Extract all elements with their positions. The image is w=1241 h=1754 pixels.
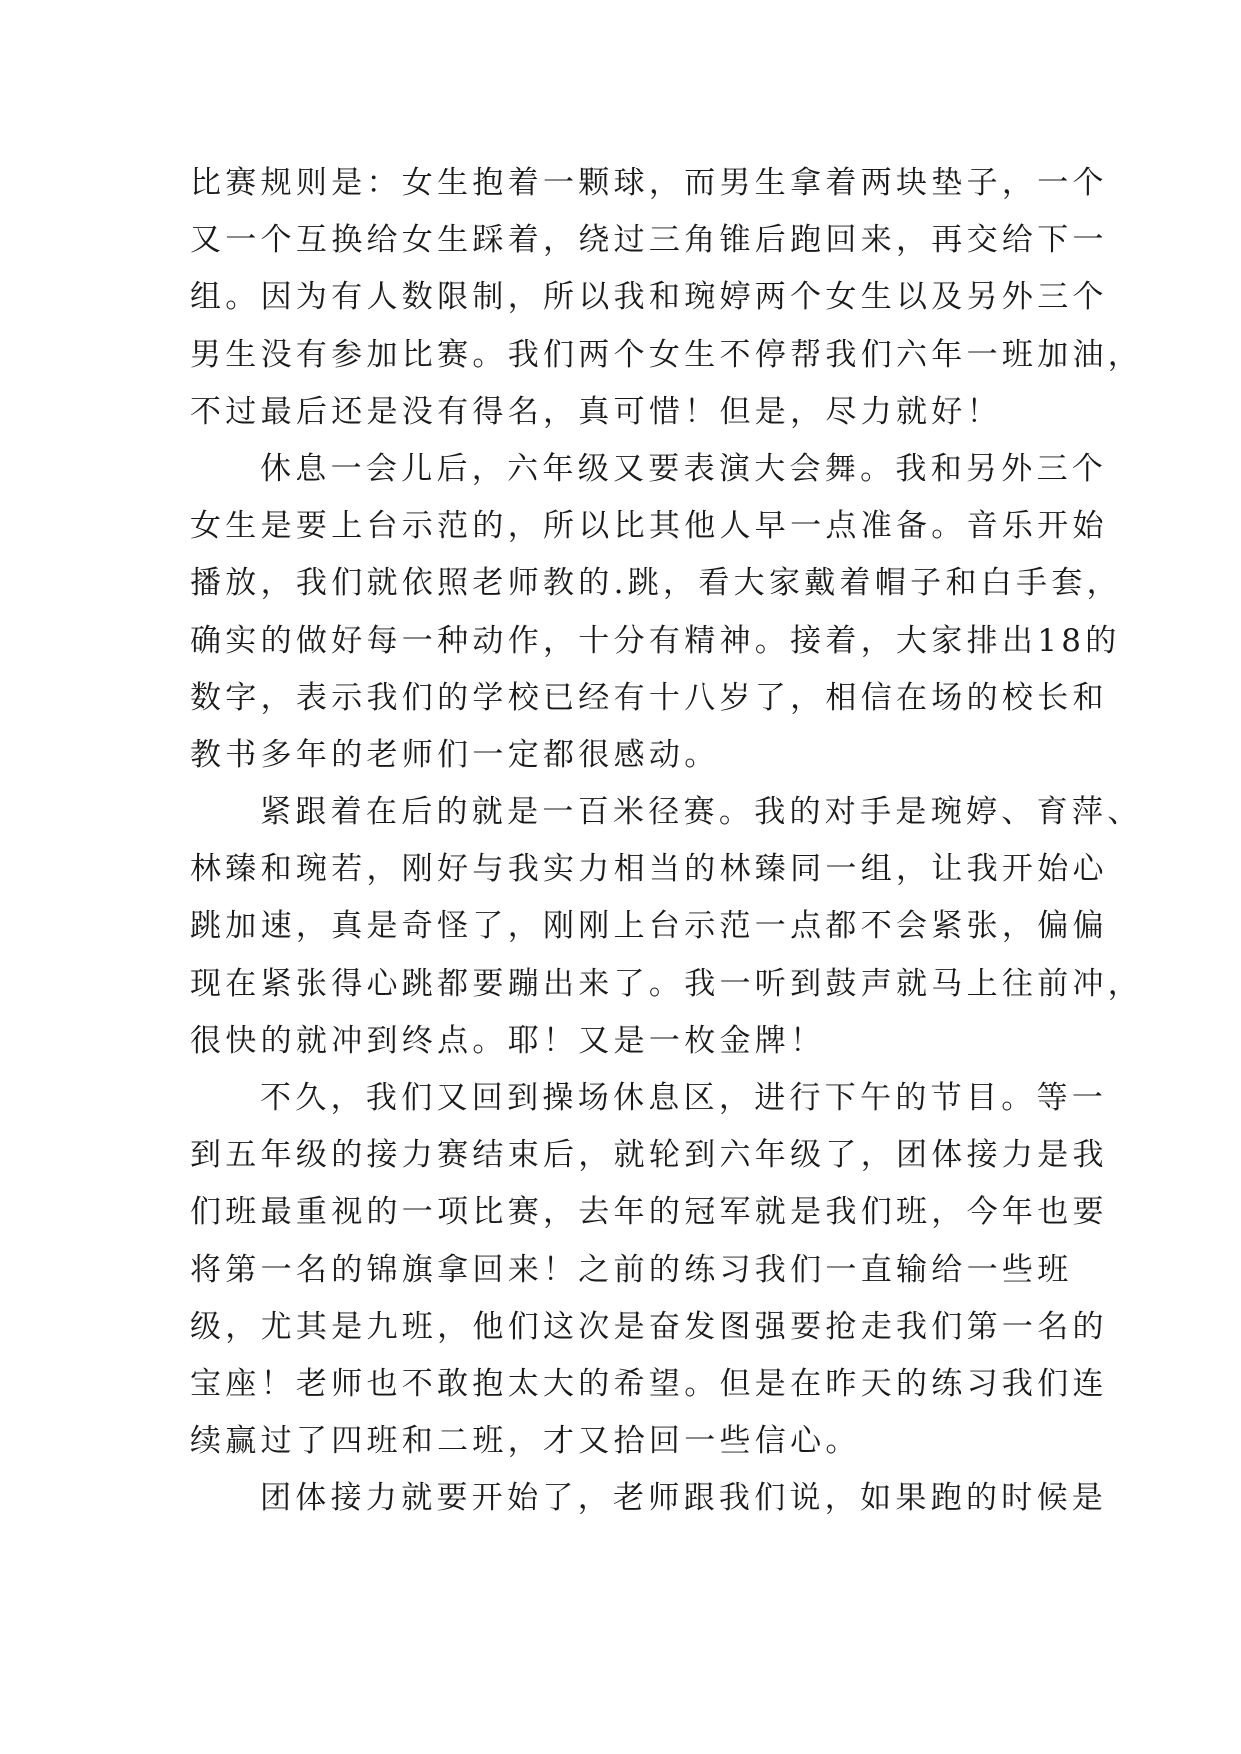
text-line: 到五年级的接力赛结束后，就轮到六年级了，团体接力是我 xyxy=(190,1137,1108,1174)
text-line: 组。因为有人数限制，所以我和琬婷两个女生以及另外三个 xyxy=(190,279,1108,316)
paragraph-start-line: 团体接力就要开始了，老师跟我们说，如果跑的时候是 xyxy=(260,1480,1108,1517)
paragraph-start-line: 不久，我们又回到操场休息区，进行下午的节目。等一 xyxy=(260,1080,1108,1116)
text-line: 数字，表示我们的学校已经有十八岁了，相信在场的校长和 xyxy=(190,679,1108,716)
text-line: 将第一名的锦旗拿回来！之前的练习我们一直输给一些班 xyxy=(190,1251,1073,1288)
text-line: 播放，我们就依照老师教的.跳，看大家戴着帽子和白手套， xyxy=(190,565,1122,602)
text-line: 级，尤其是九班，他们这次是奋发图强要抢走我们第一名的 xyxy=(190,1308,1108,1345)
text-line: 续赢过了四班和二班，才又拾回一些信心。 xyxy=(190,1423,861,1460)
text-line: 现在紧张得心跳都要蹦出来了。我一听到鼓声就马上往前冲， xyxy=(190,965,1144,1002)
text-line: 不过最后还是没有得名，真可惜！但是，尽力就好！ xyxy=(190,393,1002,430)
text-line: 林臻和琬若，刚好与我实力相当的林臻同一组，让我开始心 xyxy=(190,851,1108,888)
text-line: 宝座！老师也不敢抱太大的希望。但是在昨天的练习我们连 xyxy=(190,1365,1108,1402)
paragraph-start-line: 紧跟着在后的就是一百米径赛。我的对手是琬婷、育萍、 xyxy=(260,794,1143,831)
paragraph-start-line: 休息一会儿后，六年级又要表演大会舞。我和另外三个 xyxy=(260,450,1108,487)
text-line: 女生是要上台示范的，所以比其他人早一点准备。音乐开始 xyxy=(190,508,1108,545)
text-line: 跳加速，真是奇怪了，刚刚上台示范一点都不会紧张，偏偏 xyxy=(190,908,1108,945)
text-line: 又一个互换给女生踩着，绕过三角锥后跑回来，再交给下一 xyxy=(190,222,1108,259)
text-line: 们班最重视的一项比赛，去年的冠军就是我们班，今年也要 xyxy=(190,1194,1108,1231)
text-line: 确实的做好每一种动作，十分有精神。接着，大家排出18的 xyxy=(190,622,1121,659)
text-line: 男生没有参加比赛。我们两个女生不停帮我们六年一班加油， xyxy=(190,336,1144,373)
text-line: 很快的就冲到终点。耶！又是一枚金牌！ xyxy=(190,1022,826,1059)
text-line: 教书多年的老师们一定都很感动。 xyxy=(190,736,720,773)
body-text xyxy=(190,155,1144,1528)
text-line: 比赛规则是：女生抱着一颗球，而男生拿着两块垫子，一个 xyxy=(190,165,1108,201)
